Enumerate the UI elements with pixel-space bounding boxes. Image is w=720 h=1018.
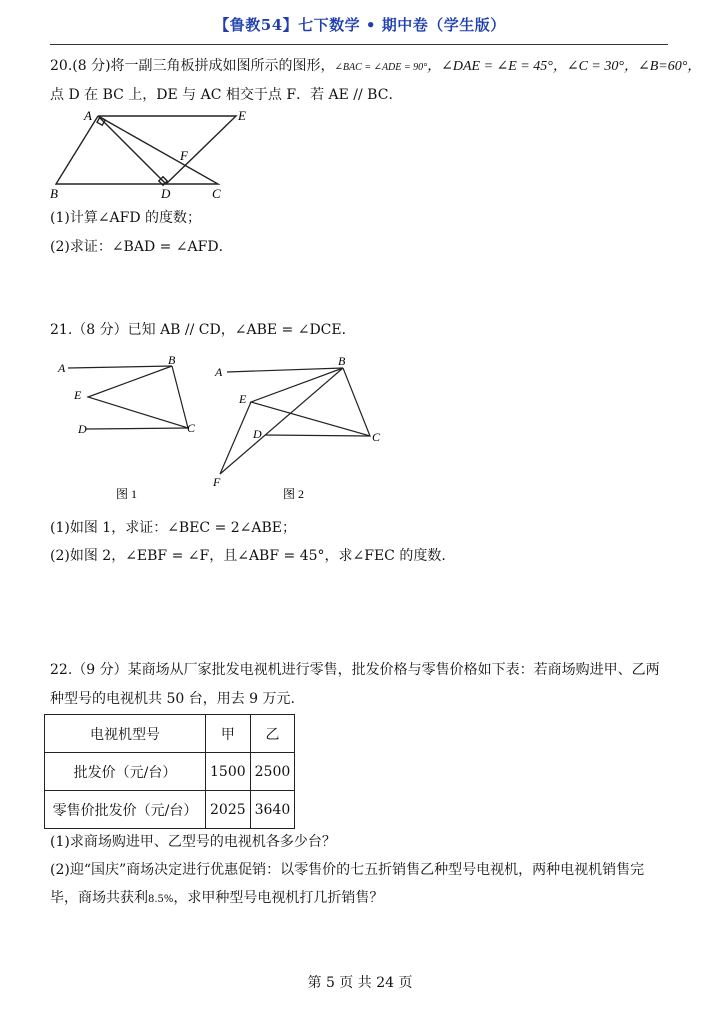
table-cell: 1500 [206,753,251,791]
q21-fig2-label-b: B [338,354,346,368]
q22-part1: (1)求商场购进甲、乙型号的电视机各多少台？ [50,834,336,850]
q21-fig1-label-c: C [187,421,196,435]
page-header: 【鲁教54】七下数学 • 期中卷（学生版） [214,16,506,34]
table-row [45,753,295,791]
q22-price-table [44,714,295,829]
q22-statement-line1: 22.（9 分）某商场从厂家批发电视机进行零售，批发价格与零售价格如下表：若商场购进甲、乙两 [50,662,660,678]
table-cell: 批发价（元/台） [45,753,206,791]
q22-part2-text-b: ，求甲种型号电视机打几折销售？ [173,890,384,906]
q22-part2-line1: (2)迎“国庆”商场决定进行优惠促销：以零售价的七五折销售乙种型号电视机，两种电视机销售完 [50,862,645,878]
q22-statement-line2: 种型号的电视机共 50 台，用去 9 万元. [50,691,295,707]
table-cell: 零售价批发价（元/台） [45,791,206,829]
q22-profit-rate: 8.5% [148,894,174,905]
q20-triangle-ade [98,116,236,184]
q20-cond1: ∠BAC = ∠ADE = 90° [334,62,428,73]
table-cell: 3640 [250,791,295,829]
q21-figure-1 [50,352,210,504]
q21-fig1-label-d: D [78,422,87,436]
table-cell: 2500 [250,753,295,791]
table-row [45,791,295,829]
q21-fig2-label-f: F [213,475,221,489]
q20-lead: 20.(8 分)将一副三角板拼成如图所示的图形， [50,58,335,74]
q20-label-a: A [84,108,92,123]
q20-statement-line1 [50,56,701,78]
q20-figure [40,105,280,200]
q20-right-angle-a [97,117,105,125]
q22-part2-text-a: 毕，商场共获利 [50,890,148,906]
q21-figure-2 [205,352,395,504]
q22-part2-line2 [50,888,383,910]
q21-statement: 21.（8 分）已知 AB // CD，∠ABE = ∠DCE． [50,322,356,338]
q21-fig2-label-e: E [239,392,247,406]
q21-fig2-label-a: A [215,365,223,379]
q20-label-f: F [180,148,188,163]
table-header-row [45,715,295,753]
table-cell: 2025 [206,791,251,829]
q20-statement-line2: 点 D 在 BC 上，DE 与 AC 相交于点 F．若 AE // BC． [50,87,403,103]
q21-fig2-label-c: C [372,430,381,444]
q21-fig1-label-b: B [168,353,176,367]
q21-fig2-label-d: D [253,427,262,441]
q20-triangle-abc [56,116,218,184]
page-footer: 第 5 页 共 24 页 [307,975,413,991]
q21-part1: (1)如图 1，求证：∠BEC = 2∠ABE； [50,520,297,536]
q21-fig2-caption: 图 2 [283,487,305,501]
header-divider [50,44,668,45]
table-header-cell: 甲 [206,715,251,753]
q21-fig1-label-a: A [58,361,66,375]
q20-label-d: D [161,186,171,200]
table-header-cell: 电视机型号 [45,715,206,753]
q20-part1: (1)计算∠AFD 的度数； [50,210,202,226]
q20-part2: (2)求证：∠BAD = ∠AFD． [50,239,233,255]
q21-fig1-label-e: E [74,388,82,402]
q20-label-c: C [212,186,221,200]
table-header-cell: 乙 [250,715,295,753]
q20-label-e: E [238,108,246,123]
q20-cond2: ，∠DAE = ∠E = 45°，∠C = 30°，∠B=60°， [427,59,702,74]
q21-part2: (2)如图 2，∠EBF = ∠F，且∠ABF = 45°，求∠FEC 的度数. [50,548,446,564]
q20-label-b: B [50,186,58,200]
q21-fig1-caption: 图 1 [116,487,138,501]
